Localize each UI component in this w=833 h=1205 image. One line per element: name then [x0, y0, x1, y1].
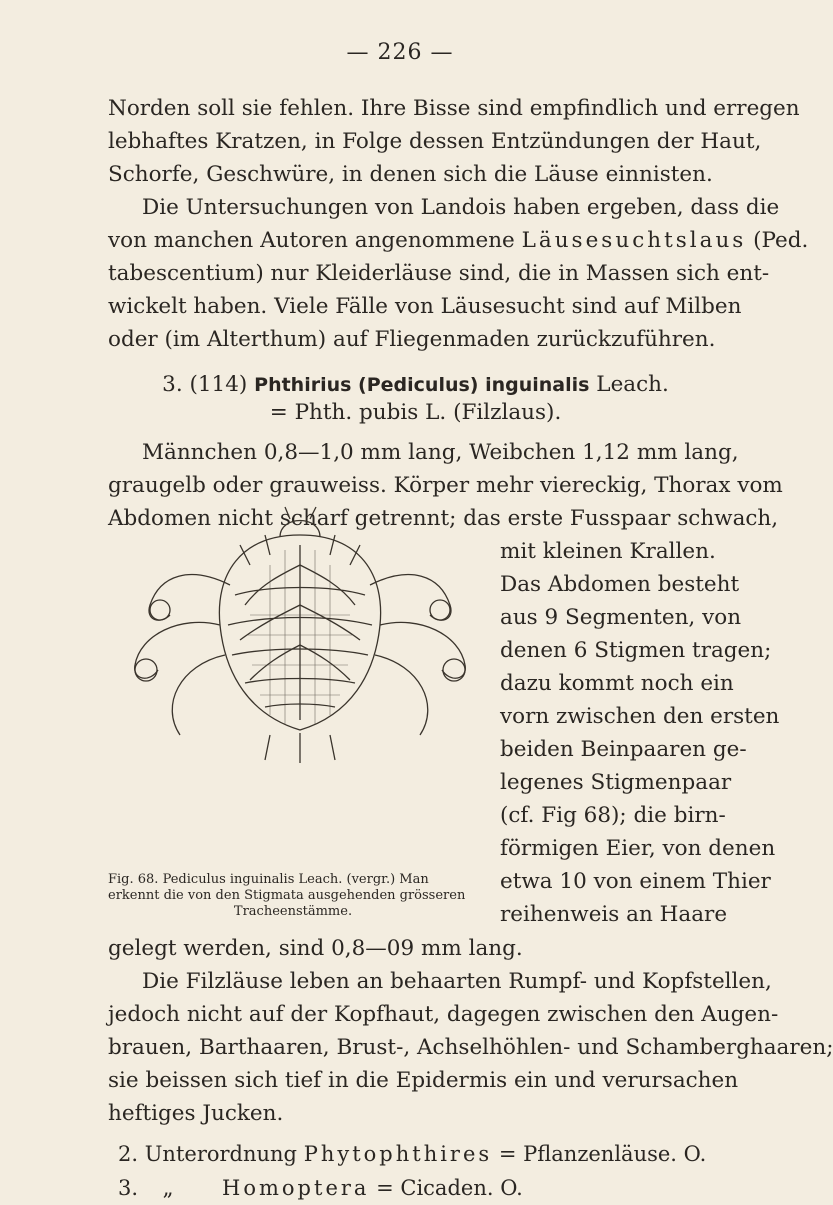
list-rest: = Pflanzenläuse. O. — [492, 1142, 707, 1166]
list-rest: = Cicaden. O. — [369, 1176, 523, 1200]
text-line: sie beissen sich tief in die Epidermis ein und verursachen — [108, 1068, 739, 1093]
text-run: von manchen Autoren angenommene — [108, 228, 522, 253]
text-line: graugelb oder grauweiss. Körper mehr viereckig, Thorax vom — [108, 473, 783, 498]
text-line: vorn zwischen den ersten — [500, 704, 780, 729]
list-number: 2. — [118, 1142, 139, 1166]
louse-illustration — [120, 505, 480, 765]
text-line — [108, 224, 809, 257]
text-line: Männchen 0,8—1,0 mm lang, Weibchen 1,12 mm lang, — [142, 440, 739, 465]
text-line: Schorfe, Geschwüre, in denen sich die Läuse einnisten. — [108, 162, 713, 187]
text-line: mit kleinen Krallen. — [500, 539, 716, 564]
list-label: „ — [162, 1176, 174, 1200]
figure-caption-line: erkennt die von den Stigmata ausgehenden grösseren — [108, 888, 466, 903]
list-taxon: Homoptera — [222, 1176, 370, 1200]
species-author: Leach. — [589, 372, 669, 397]
term-laeusesuchtslaus: Läusesuchtslaus — [521, 228, 747, 253]
species-synonym: = Phth. pubis L. (Filzlaus). — [269, 400, 562, 425]
text-line: denen 6 Stigmen tragen; — [500, 638, 772, 663]
species-name: Phthirius (Pediculus) inguinalis — [254, 374, 590, 396]
text-line: tabescentium) nur Kleiderläuse sind, die in Massen sich ent- — [108, 261, 770, 286]
text-line: wickelt haben. Viele Fälle von Läusesucht sind auf Milben — [108, 294, 742, 319]
text-line: Abdomen nicht scharf getrennt; das erste Fusspaar schwach, — [108, 506, 779, 531]
text-line: brauen, Barthaaren, Brust-, Achselhöhlen- und Schamberghaaren; — [108, 1035, 833, 1060]
list-taxon: Phytophthires — [303, 1142, 493, 1166]
text-line: Die Filzläuse leben an behaarten Rumpf- und Kopfstellen, — [142, 969, 772, 994]
text-line: heftiges Jucken. — [108, 1101, 284, 1126]
text-line: aus 9 Segmenten, von — [500, 605, 742, 630]
list-item — [118, 1138, 706, 1171]
text-line: oder (im Alterthum) auf Fliegenmaden zurückzuführen. — [108, 327, 716, 352]
figure-caption-line: Tracheenstämme. — [233, 904, 353, 919]
text-line: lebhaftes Kratzen, in Folge dessen Entzündungen der Haut, — [108, 129, 762, 154]
text-run: (Ped. — [746, 228, 809, 253]
list-item — [118, 1172, 523, 1205]
text-line: gelegt werden, sind 0,8—09 mm lang. — [108, 936, 523, 961]
list-label: Unterordnung — [144, 1142, 304, 1166]
text-line: etwa 10 von einem Thier — [500, 869, 771, 894]
text-line: förmigen Eier, von denen — [500, 836, 776, 861]
text-line: Norden soll sie fehlen. Ihre Bisse sind empfindlich und erregen — [108, 96, 800, 121]
text-line: dazu kommt noch ein — [500, 671, 734, 696]
species-number: 3. (114) — [162, 372, 255, 397]
text-line: Die Untersuchungen von Landois haben ergeben, dass die — [142, 195, 780, 220]
text-line: Das Abdomen besteht — [500, 572, 740, 597]
text-line: reihenweis an Haare — [500, 902, 728, 927]
list-number: 3. — [118, 1176, 139, 1200]
text-line: (cf. Fig 68); die birn- — [500, 803, 726, 828]
figure-caption-line: Fig. 68. Pediculus inguinalis Leach. (vergr.) Man — [108, 872, 429, 887]
text-line: jedoch nicht auf der Kopfhaut, dagegen zwischen den Augen- — [108, 1002, 779, 1027]
text-line: legenes Stigmenpaar — [500, 770, 732, 795]
text-line: beiden Beinpaaren ge- — [500, 737, 747, 762]
page-number: — 226 — — [346, 40, 454, 65]
